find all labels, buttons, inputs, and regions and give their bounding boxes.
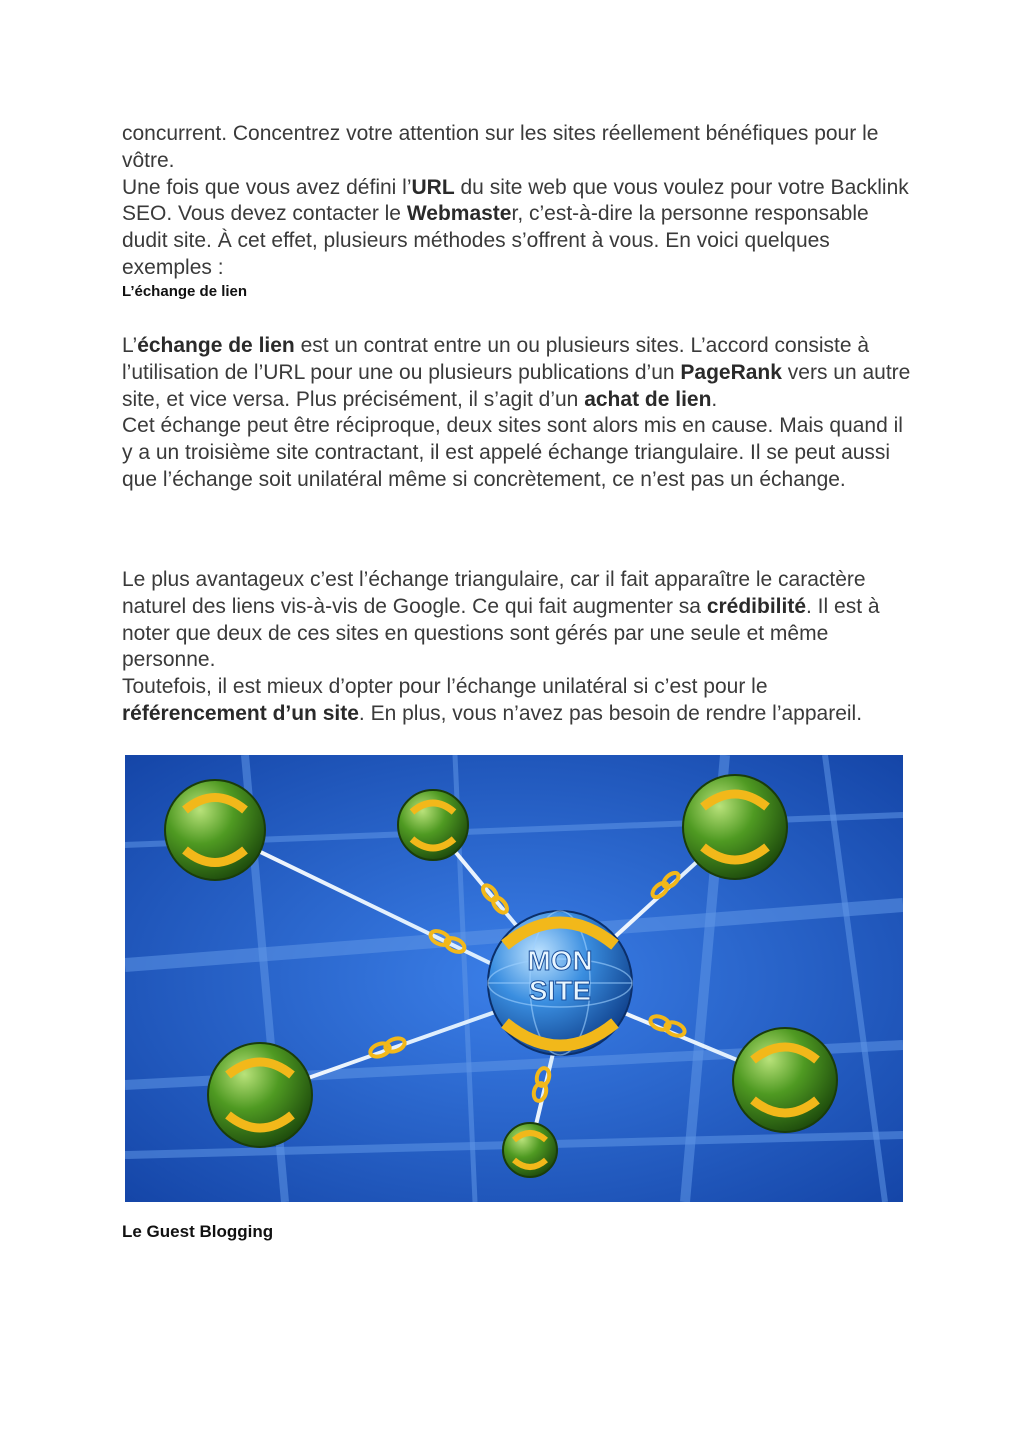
paragraph-triangulaire <box>122 567 912 674</box>
heading-echange-de-lien: L’échange de lien <box>122 283 248 300</box>
paragraph-reciproque: Cet échange peut être réciproque, deux sites sont alors mis en cause. Mais quand il y a un troisième site contractant, il est appelé échange triangulaire. Il se peut aussi que l’échange soit unilatéral même si concrètement, ce n’est pas un échange. <box>122 414 903 491</box>
paragraph-echange-definition <box>122 333 912 413</box>
center-globe-label-line2: SITE <box>528 975 592 1006</box>
bold-referencement: référencement d’un site <box>122 701 359 725</box>
intro-paragraphs <box>122 121 912 282</box>
text-run: r, c’est-à-dire la personne responsable dudit site. À cet effet, plusieurs méthodes s’offrent à vous. En voici quelques exemples : <box>122 202 869 279</box>
text-run: Une fois que vous avez défini l’ <box>122 175 412 199</box>
bold-credibilite: crédibilité <box>706 594 807 618</box>
bold-pagerank: PageRank <box>680 360 782 384</box>
text-run: vers un autre site, et vice versa. Plus précisément, il s’agit d’un <box>122 360 911 411</box>
globe-bottom-left <box>208 1043 312 1147</box>
echange-paragraphs <box>122 333 912 494</box>
link-exchange-illustration <box>125 755 903 1202</box>
text-run: Le plus avantageux c’est l’échange triangulaire, car il fait apparaître le caractère naturel des liens vis-à-vis de Google. Ce qui fait augmenter sa <box>122 568 866 618</box>
center-globe-label-line1: MON <box>527 945 593 976</box>
globe-top-right <box>683 775 787 879</box>
bold-url: URL <box>411 175 455 199</box>
globe-top-left <box>165 780 265 880</box>
text-run: du site web que vous voulez pour votre Backlink SEO. Vous devez contacter le <box>122 175 909 226</box>
text-run: . <box>711 387 718 411</box>
bold-achat-de-lien: achat de lien <box>584 387 712 411</box>
paragraph-unilateral <box>122 674 912 728</box>
text-run: est un contrat entre un ou plusieurs sites. L’accord consiste à l’utilisation de l’URL pour une ou plusieurs publications d’un <box>122 334 870 384</box>
globe-top-middle <box>398 790 468 860</box>
center-globe-mon-site <box>488 911 632 1055</box>
triangulaire-paragraphs <box>122 567 912 728</box>
text-run: . En plus, vous n’avez pas besoin de rendre l’appareil. <box>358 701 863 725</box>
paragraph-url <box>122 175 912 282</box>
heading-guest-blogging: Le Guest Blogging <box>122 1222 274 1241</box>
bold-webmaster: Webmaste <box>406 202 512 226</box>
globe-bottom-right <box>733 1028 837 1132</box>
globe-bottom-middle <box>503 1123 557 1177</box>
text-run: L’ <box>122 334 138 357</box>
text-run: . Il est à noter que deux de ces sites en questions sont gérés par une seule et même personne. <box>122 594 880 672</box>
bold-echange-de-lien: échange de lien <box>137 334 295 357</box>
paragraph-concurrent: concurrent. Concentrez votre attention sur les sites réellement bénéfiques pour le vôtre. <box>122 122 879 172</box>
text-run: Toutefois, il est mieux d’opter pour l’échange unilatéral si c’est pour le <box>122 675 768 699</box>
